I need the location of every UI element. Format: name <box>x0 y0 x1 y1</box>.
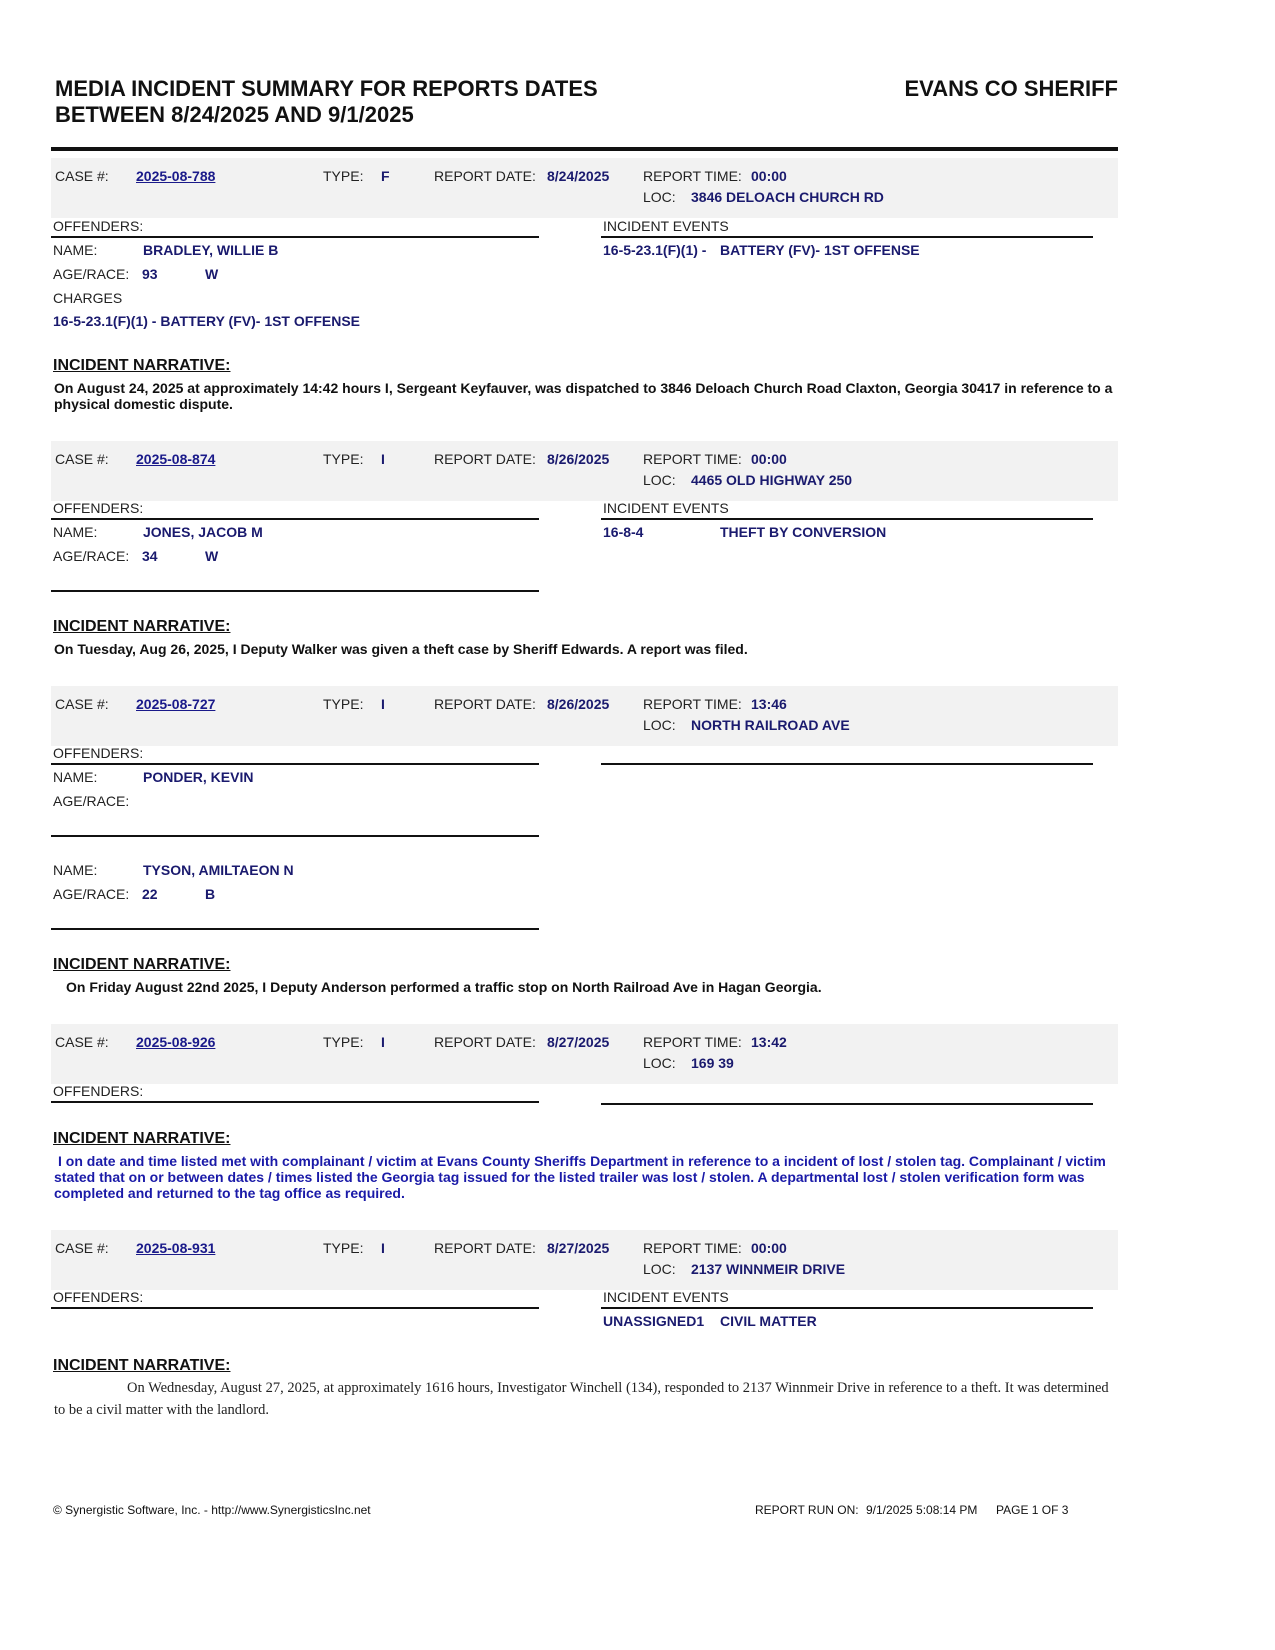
type-label: TYPE: <box>323 451 364 467</box>
event-code: 16-8-4 <box>603 524 644 540</box>
case-label: CASE #: <box>55 1240 109 1256</box>
footer-run-on-label: REPORT RUN ON: <box>755 1503 859 1517</box>
offenders-rule <box>51 1101 539 1103</box>
case-number-link[interactable]: 2025-08-931 <box>136 1240 216 1256</box>
event-description: THEFT BY CONVERSION <box>720 524 887 540</box>
offenders-label: OFFENDERS: <box>53 1289 144 1305</box>
case-header-band <box>51 441 1118 501</box>
events-rule <box>601 236 1093 238</box>
offenders-rule <box>51 1307 539 1309</box>
location: 169 39 <box>691 1055 734 1071</box>
report-time-label: REPORT TIME: <box>643 1240 742 1256</box>
header-divider <box>51 147 1118 151</box>
narrative-heading: INCIDENT NARRATIVE: <box>53 1130 231 1147</box>
narrative-text: On Friday August 22nd 2025, I Deputy Anderson performed a traffic stop on North Railroad Ave in Hagan Georgia. <box>66 979 822 995</box>
location: NORTH RAILROAD AVE <box>691 717 850 733</box>
offender-separator <box>51 835 539 837</box>
offenders-label: OFFENDERS: <box>53 500 144 516</box>
offenders-label: OFFENDERS: <box>53 1083 144 1099</box>
case-label: CASE #: <box>55 451 109 467</box>
case-header-band <box>51 1230 1118 1290</box>
report-date-label: REPORT DATE: <box>434 168 536 184</box>
footer-run-on: 9/1/2025 5:08:14 PM <box>866 1503 978 1517</box>
case-label: CASE #: <box>55 1034 109 1050</box>
report-time-label: REPORT TIME: <box>643 168 742 184</box>
case-label: CASE #: <box>55 168 109 184</box>
narrative-text: On Tuesday, Aug 26, 2025, I Deputy Walker was given a theft case by Sheriff Edwards. A report was filed. <box>54 641 748 657</box>
offender-race: W <box>205 548 219 564</box>
loc-label: LOC: <box>643 1055 676 1071</box>
agency-name: EVANS CO SHERIFF <box>904 76 1118 101</box>
case-number-link[interactable]: 2025-08-926 <box>136 1034 216 1050</box>
type-label: TYPE: <box>323 168 364 184</box>
location: 4465 OLD HIGHWAY 250 <box>691 472 853 488</box>
narrative-text: I on date and time listed met with complainant / victim at Evans County Sheriffs Department in reference to a incident of lost / stolen tag. Complainant / victim stated that on or between dates / times listed the Georgia tag issued for the listed trailer was lost / stolen. A departmental lost / stolen verification form was completed and returned to the tag office as required. <box>54 1153 1106 1201</box>
case-header-band <box>51 158 1118 218</box>
name-label: NAME: <box>53 769 98 785</box>
narrative-text: On Wednesday, August 27, 2025, at approximately 1616 hours, Investigator Winchell (134), responded to 2137 Winnmeir Drive in reference to a theft. It was determined to be a civil matter with the landlord. <box>54 1380 1109 1418</box>
offender-age: 93 <box>142 266 158 282</box>
type-label: TYPE: <box>323 1034 364 1050</box>
case-type: F <box>381 168 390 184</box>
offender-name: BRADLEY, WILLIE B <box>143 242 279 258</box>
footer-copyright: © Synergistic Software, Inc. - http://www.SynergisticsInc.net <box>53 1503 371 1517</box>
narrative-heading: INCIDENT NARRATIVE: <box>53 357 231 374</box>
case-label: CASE #: <box>55 696 109 712</box>
report-date: 8/24/2025 <box>547 168 610 184</box>
report-date: 8/26/2025 <box>547 696 610 712</box>
age-race-label: AGE/RACE: <box>53 266 130 282</box>
age-race-label: AGE/RACE: <box>53 886 130 902</box>
offenders-rule <box>51 236 539 238</box>
offender-name: PONDER, KEVIN <box>143 769 254 785</box>
name-label: NAME: <box>53 524 98 540</box>
report-time: 00:00 <box>751 168 787 184</box>
case-type: I <box>381 1240 385 1256</box>
event-description: BATTERY (FV)- 1ST OFFENSE <box>720 242 920 258</box>
case-type: I <box>381 451 385 467</box>
report-date-label: REPORT DATE: <box>434 1034 536 1050</box>
charge: 16-5-23.1(F)(1) - BATTERY (FV)- 1ST OFFENSE <box>53 313 360 329</box>
event-description: CIVIL MATTER <box>720 1313 817 1329</box>
case-number-link[interactable]: 2025-08-874 <box>136 451 216 467</box>
narrative-text: On August 24, 2025 at approximately 14:42 hours I, Sergeant Keyfauver, was dispatched to 3846 Deloach Church Road Claxton, Georgia 30417 in reference to a physical domestic dispute. <box>54 380 1113 412</box>
case-number-link[interactable]: 2025-08-727 <box>136 696 216 712</box>
events-rule <box>601 1307 1093 1309</box>
offenders-rule <box>51 518 539 520</box>
case-type: I <box>381 1034 385 1050</box>
age-race-label: AGE/RACE: <box>53 548 130 564</box>
loc-label: LOC: <box>643 472 676 488</box>
narrative-heading: INCIDENT NARRATIVE: <box>53 1357 231 1374</box>
offenders-label: OFFENDERS: <box>53 745 144 761</box>
report-date-label: REPORT DATE: <box>434 1240 536 1256</box>
report-time: 00:00 <box>751 1240 787 1256</box>
location: 2137 WINNMEIR DRIVE <box>691 1261 846 1277</box>
report-date-label: REPORT DATE: <box>434 696 536 712</box>
report-date: 8/27/2025 <box>547 1240 610 1256</box>
incident-events-label: INCIDENT EVENTS <box>603 218 729 234</box>
age-race-label: AGE/RACE: <box>53 793 130 809</box>
offender-age: 22 <box>142 886 158 902</box>
report-date: 8/26/2025 <box>547 451 610 467</box>
offenders-rule <box>51 763 539 765</box>
case-type: I <box>381 696 385 712</box>
report-time-label: REPORT TIME: <box>643 696 742 712</box>
report-title-line1: MEDIA INCIDENT SUMMARY FOR REPORTS DATES <box>55 76 598 101</box>
report-time: 00:00 <box>751 451 787 467</box>
events-rule <box>601 763 1093 765</box>
offender-race: B <box>205 886 216 902</box>
case-header-band <box>51 686 1118 746</box>
offenders-label: OFFENDERS: <box>53 218 144 234</box>
report-time-label: REPORT TIME: <box>643 451 742 467</box>
offender-race: W <box>205 266 219 282</box>
events-rule <box>601 518 1093 520</box>
events-rule <box>601 1103 1093 1105</box>
loc-label: LOC: <box>643 1261 676 1277</box>
name-label: NAME: <box>53 862 98 878</box>
type-label: TYPE: <box>323 1240 364 1256</box>
report-date: 8/27/2025 <box>547 1034 610 1050</box>
offender-age: 34 <box>142 548 158 564</box>
case-number-link[interactable]: 2025-08-788 <box>136 168 216 184</box>
report-time: 13:42 <box>751 1034 787 1050</box>
loc-label: LOC: <box>643 717 676 733</box>
name-label: NAME: <box>53 242 98 258</box>
charges-label: CHARGES <box>53 290 123 306</box>
offender-separator <box>51 590 539 592</box>
event-code: 16-5-23.1(F)(1) - <box>603 242 707 258</box>
offender-name: JONES, JACOB M <box>143 524 263 540</box>
incident-events-label: INCIDENT EVENTS <box>603 1289 729 1305</box>
offender-name: TYSON, AMILTAEON N <box>143 862 294 878</box>
type-label: TYPE: <box>323 696 364 712</box>
report-title-line2: BETWEEN 8/24/2025 AND 9/1/2025 <box>55 102 414 127</box>
offender-separator <box>51 928 539 930</box>
incident-events-label: INCIDENT EVENTS <box>603 500 729 516</box>
case-header-band <box>51 1024 1118 1084</box>
location: 3846 DELOACH CHURCH RD <box>691 189 884 205</box>
narrative-heading: INCIDENT NARRATIVE: <box>53 618 231 635</box>
report-time-label: REPORT TIME: <box>643 1034 742 1050</box>
event-code: UNASSIGNED1 <box>603 1313 705 1329</box>
report-time: 13:46 <box>751 696 787 712</box>
loc-label: LOC: <box>643 189 676 205</box>
report-date-label: REPORT DATE: <box>434 451 536 467</box>
report-title <box>55 76 598 128</box>
footer-page-number: PAGE 1 OF 3 <box>996 1503 1069 1517</box>
narrative-heading: INCIDENT NARRATIVE: <box>53 956 231 973</box>
